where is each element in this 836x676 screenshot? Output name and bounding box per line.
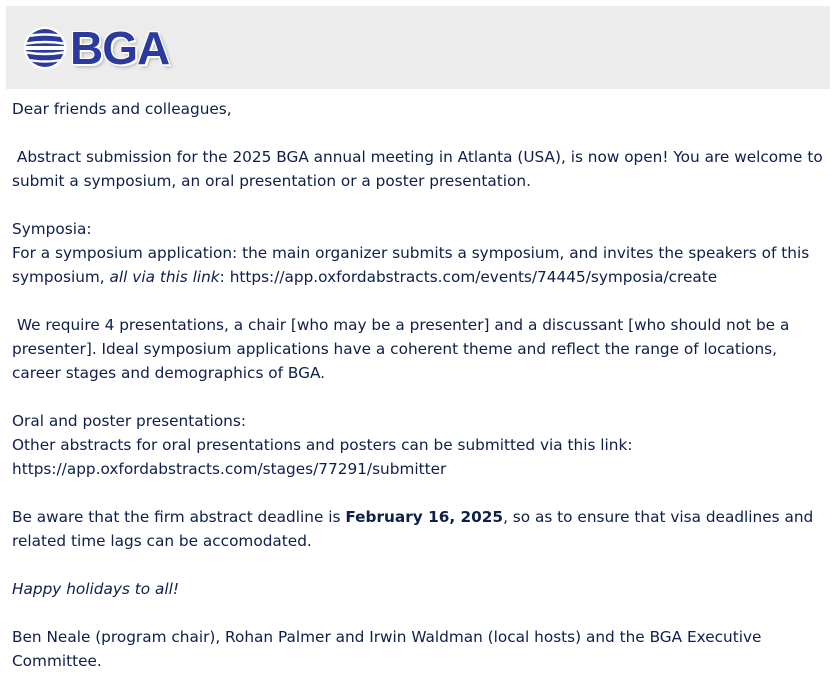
oral-link[interactable]: https://app.oxfordabstracts.com/stages/77291/submitter	[12, 460, 447, 478]
symposia-colon: :	[219, 268, 230, 286]
oral-heading: Oral and poster presentations:	[12, 412, 247, 430]
greeting: Dear friends and colleagues,	[12, 100, 232, 118]
symposia-italic: all via this link	[109, 268, 220, 286]
oral-paragraph: Other abstracts for oral presentations and posters can be submitted via this link:	[12, 436, 633, 454]
symposia-heading: Symposia:	[12, 220, 92, 238]
deadline-text: Be aware that the firm abstract deadline is	[12, 508, 346, 526]
intro-paragraph: Abstract submission for the 2025 BGA annual meeting in Atlanta (USA), is now open! You are welcome to submit a symposium, an oral presentation or a poster presentation.	[12, 148, 828, 190]
bga-logo	[22, 20, 172, 76]
requirements-paragraph: We require 4 presentations, a chair [who may be a presenter] and a discussant [who should not be a presenter]. Ideal symposium applications have a coherent theme and reflect the range of locations, career stages and demographics of BGA.	[12, 316, 795, 382]
signature: Ben Neale (program chair), Rohan Palmer and Irwin Waldman (local hosts) and the BGA Executive Committee.	[12, 628, 767, 670]
symposia-paragraph	[12, 241, 824, 289]
holidays-line: Happy holidays to all!	[12, 580, 179, 598]
deadline-paragraph	[12, 505, 824, 553]
symposia-text: For a symposium application: the main organizer submits a symposium, and invites the speakers of this symposium,	[12, 244, 815, 286]
email-body	[12, 97, 828, 673]
symposia-link[interactable]: https://app.oxfordabstracts.com/events/74445/symposia/create	[229, 268, 718, 286]
globe-icon	[22, 25, 68, 71]
email-header-banner	[6, 6, 830, 89]
deadline-text-after: , so as to ensure that visa deadlines and related time lags can be accomodated.	[12, 508, 819, 550]
logo-text: BGA	[70, 22, 170, 74]
deadline-date: February 16, 2025	[345, 508, 504, 526]
